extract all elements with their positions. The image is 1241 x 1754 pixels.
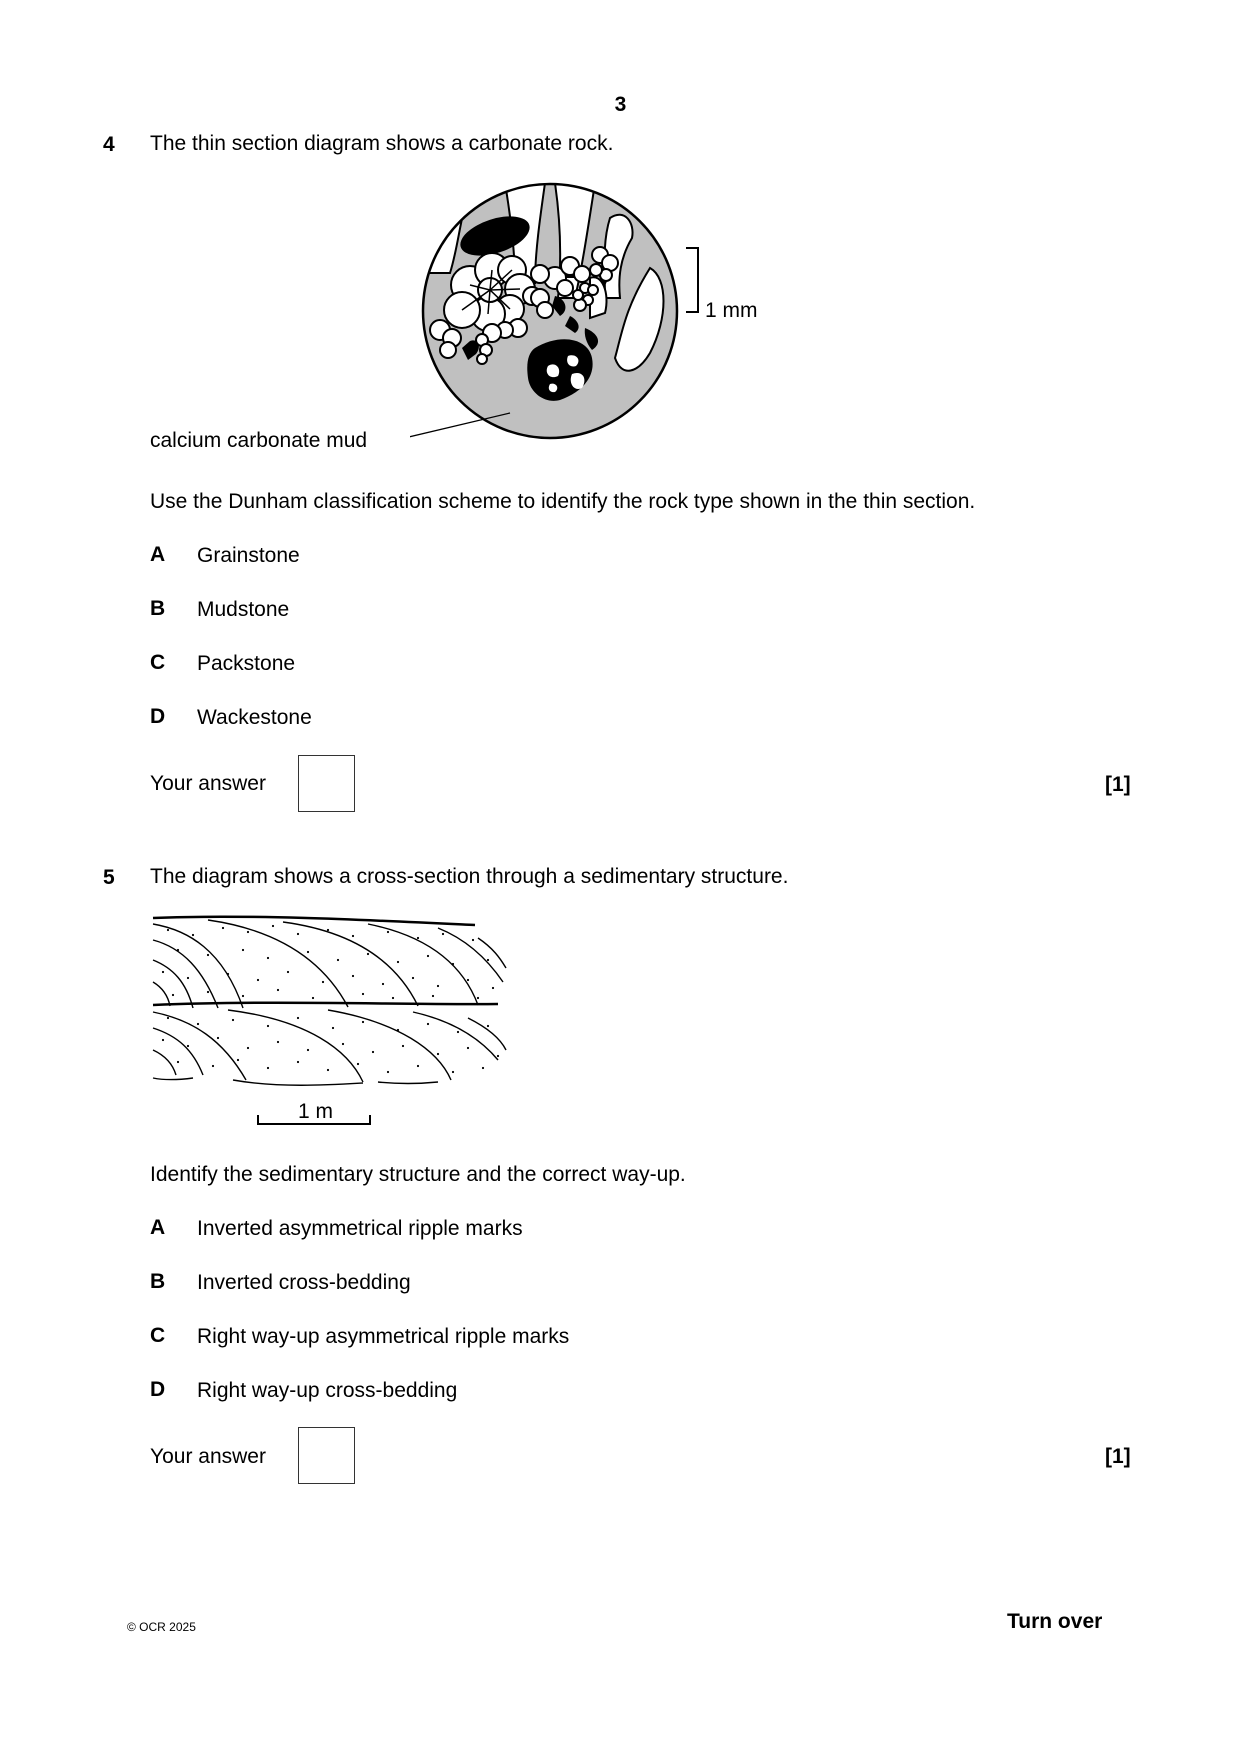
q5-option-b-text: Inverted cross-bedding <box>197 1271 411 1294</box>
q4-option-b-letter: B <box>150 597 166 620</box>
q4-option-a-letter: A <box>150 543 166 566</box>
q5-number: 5 <box>103 866 115 889</box>
q4-option-d-letter: D <box>150 705 166 728</box>
q5-prompt: Identify the sedimentary structure and the correct way-up. <box>150 1163 686 1186</box>
q5-answer-label: Your answer <box>150 1445 266 1468</box>
scale-label-1mm: 1 mm <box>705 299 758 322</box>
q4-number: 4 <box>103 133 115 156</box>
q5-marks: [1] <box>1105 1445 1131 1468</box>
scale-label-1m: 1 m <box>298 1100 334 1123</box>
page-number: 3 <box>614 93 627 116</box>
q4-option-b-text: Mudstone <box>197 598 290 621</box>
q5-option-a-letter: A <box>150 1216 166 1239</box>
q4-answer-label: Your answer <box>150 772 266 795</box>
q4-prompt: Use the Dunham classification scheme to identify the rock type shown in the thin section. <box>150 490 976 513</box>
q4-option-c-text: Packstone <box>197 652 296 675</box>
q4-option-d-text: Wackestone <box>197 706 312 729</box>
footer-copyright: © OCR 2025 <box>127 1620 196 1634</box>
q5-option-b-letter: B <box>150 1270 166 1293</box>
mud-label: calcium carbonate mud <box>150 429 368 452</box>
q5-option-c-text: Right way-up asymmetrical ripple marks <box>197 1325 570 1348</box>
q5-answer-box[interactable] <box>298 1427 355 1484</box>
q4-answer-box[interactable] <box>298 755 355 812</box>
q5-option-d-text: Right way-up cross-bedding <box>197 1379 458 1402</box>
turn-over-label: Turn over <box>1007 1610 1103 1633</box>
q5-option-a-text: Inverted asymmetrical ripple marks <box>197 1217 523 1240</box>
q4-marks: [1] <box>1105 773 1131 796</box>
cross-bedding-diagram <box>148 910 518 1130</box>
q5-option-d-letter: D <box>150 1378 166 1401</box>
q4-option-a-text: Grainstone <box>197 544 300 567</box>
q5-stem: The diagram shows a cross-section through a sedimentary structure. <box>150 865 789 888</box>
q4-stem: The thin section diagram shows a carbonate rock. <box>150 132 614 155</box>
q4-option-c-letter: C <box>150 651 166 674</box>
q5-option-c-letter: C <box>150 1324 166 1347</box>
